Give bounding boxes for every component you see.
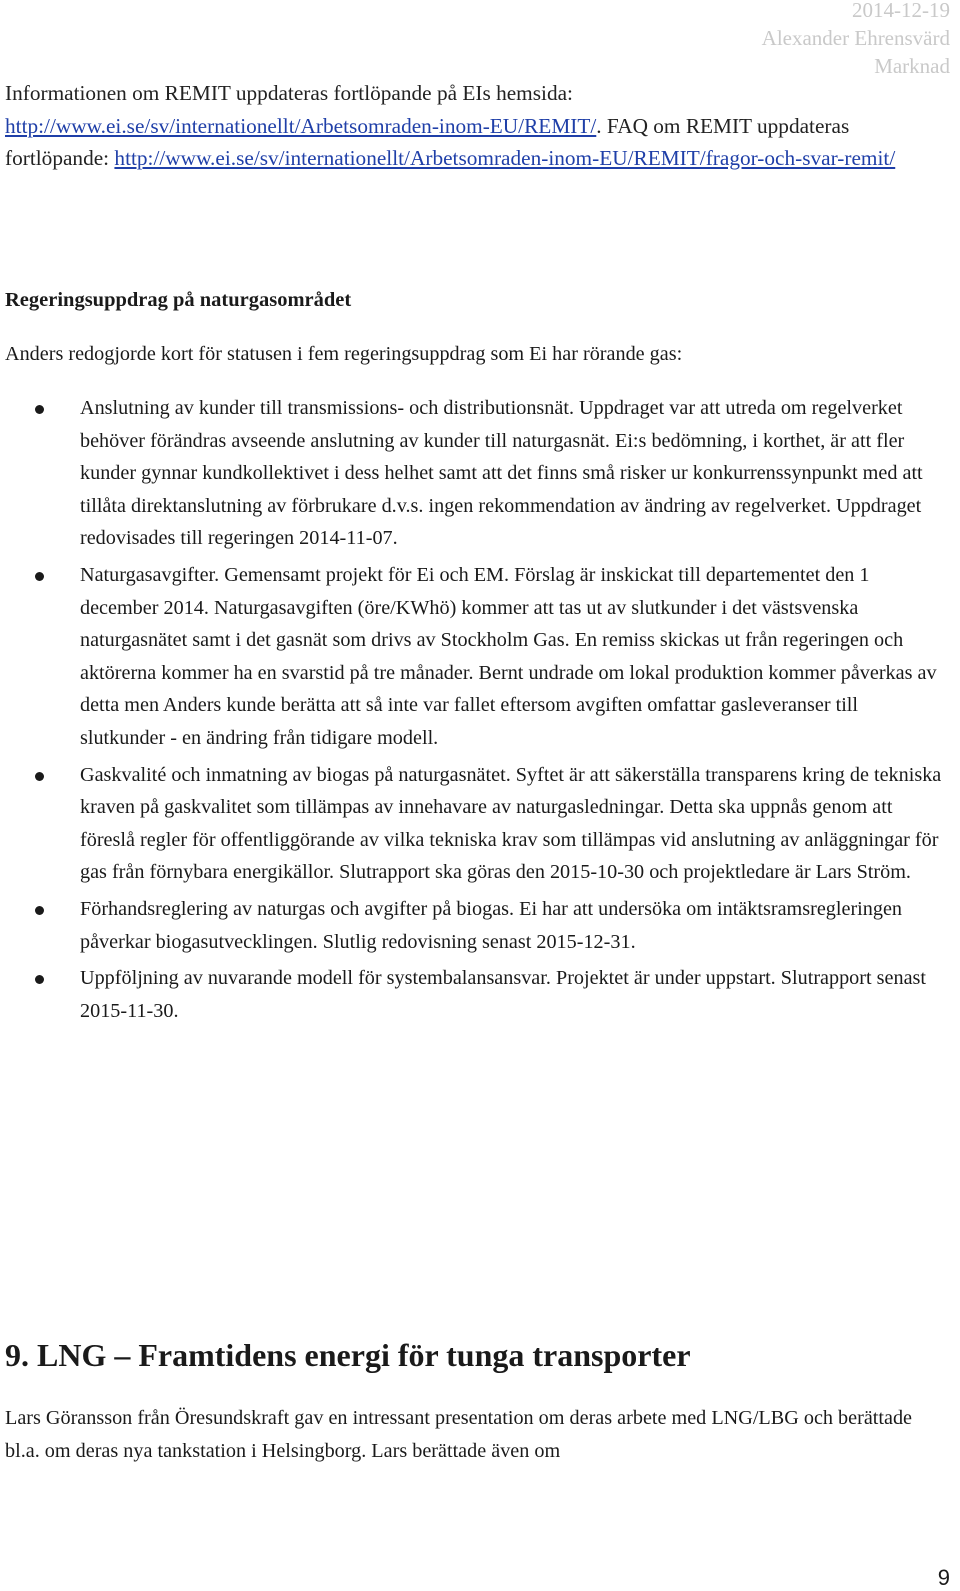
list-item [0,893,948,958]
page-header [762,0,950,80]
bullet-icon [35,572,44,581]
chapter-heading: 9. LNG – Framtidens energi för tunga transporter [5,1337,691,1373]
list-item-text: Gaskvalité och inmatning av biogas på naturgasnätet. Syftet är att säkerställa transparens kring de tekniska kraven på gaskvalitet som tillämpas av innehavare av naturgasledningar. Detta ska uppnås genom att föreslå regler för offentliggörande av vilka tekniska krav som tillämpas vid anslutning av anläggningar för gas från förnybara energikällor. Slutrapport ska göras den 2015-10-30 och projektledare är Lars Ström. [80,763,942,884]
intro-text-1: Informationen om REMIT uppdateras fortlöpande på EIs hemsida: [5,81,573,105]
list-item-text: Anslutning av kunder till transmissions- och distributionsnät. Uppdraget var att utreda om regelverket behöver förändras avseende anslutning av kunder till naturgasnät. Ei:s bedömning, i korthet, är att fler kunder gynnar kundkollektivet i dess helhet samt att det finns små risker ur konkurrenssynpunkt med att tillåta direktanslutning av förbrukare d.v.s. ingen rekommendation av ändring av regelverket. Uppdraget redovisades till regeringen 2014-11-07. [80,397,923,550]
list-item-text: Uppföljning av nuvarande modell för systembalansansvar. Projektet är under uppstart. Slutrapport senast 2015-11-30. [80,967,926,1022]
remit-link[interactable]: http://www.ei.se/sv/internationellt/Arbetsomraden-inom-EU/REMIT/ [5,113,597,138]
bullet-icon [35,772,44,781]
bullet-icon [35,906,44,915]
section-lead: Anders redogjorde kort för statusen i fem regeringsuppdrag som Ei har rörande gas: [5,343,683,365]
header-date: 2014-12-19 [852,0,950,22]
assignment-list [0,392,948,1028]
chapter-paragraph: Lars Göransson från Öresundskraft gav en intressant presentation om deras arbete med LNG/LBG och berättade bl.a. om deras nya tankstation i Helsingborg. Lars berättade även om [5,1407,913,1462]
list-item [0,392,948,555]
header-department: Marknad [874,54,950,78]
section-heading: Regeringsuppdrag på naturgasområdet [5,289,352,311]
intro-text-2: . FAQ om REMIT uppdateras fortlöpande: [5,113,850,170]
list-item-text: Naturgasavgifter. Gemensamt projekt för Ei och EM. Förslag är inskickat till departementet den 1 december 2014. Naturgasavgiften (öre/KWhö) kommer att tas ut av slutkunder i det västsvenska naturgasnätet samt i det gasnät som drivs av Stockholm Gas. En remiss skickas ut från regeringen och aktörerna kommer ha en svarstid på tre månader. Bernt undrade om lokal produktion kommer påverkas av detta men Anders kunde berätta att så inte var fallet eftersom avgiften omfattar gasleveranser till slutkunder - en ändring från tidigare modell. [80,563,937,749]
list-item-text: Förhandsreglering av naturgas och avgifter på biogas. Ei har att undersöka om intäktsramsregleringen påverkar biogasutvecklingen. Slutlig redovisning senast 2015-12-31. [80,897,903,953]
remit-faq-link[interactable]: http://www.ei.se/sv/internationellt/Arbetsomraden-inom-EU/REMIT/fragor-och-svar-remit/ [114,146,896,170]
list-item [0,962,948,1027]
bullet-icon [35,975,44,984]
remit-info-paragraph [5,77,945,175]
header-author: Alexander Ehrensvärd [761,26,950,50]
page-number: 9 [937,1565,950,1590]
list-item [0,759,948,889]
bullet-icon [35,405,44,414]
list-item [0,559,948,755]
